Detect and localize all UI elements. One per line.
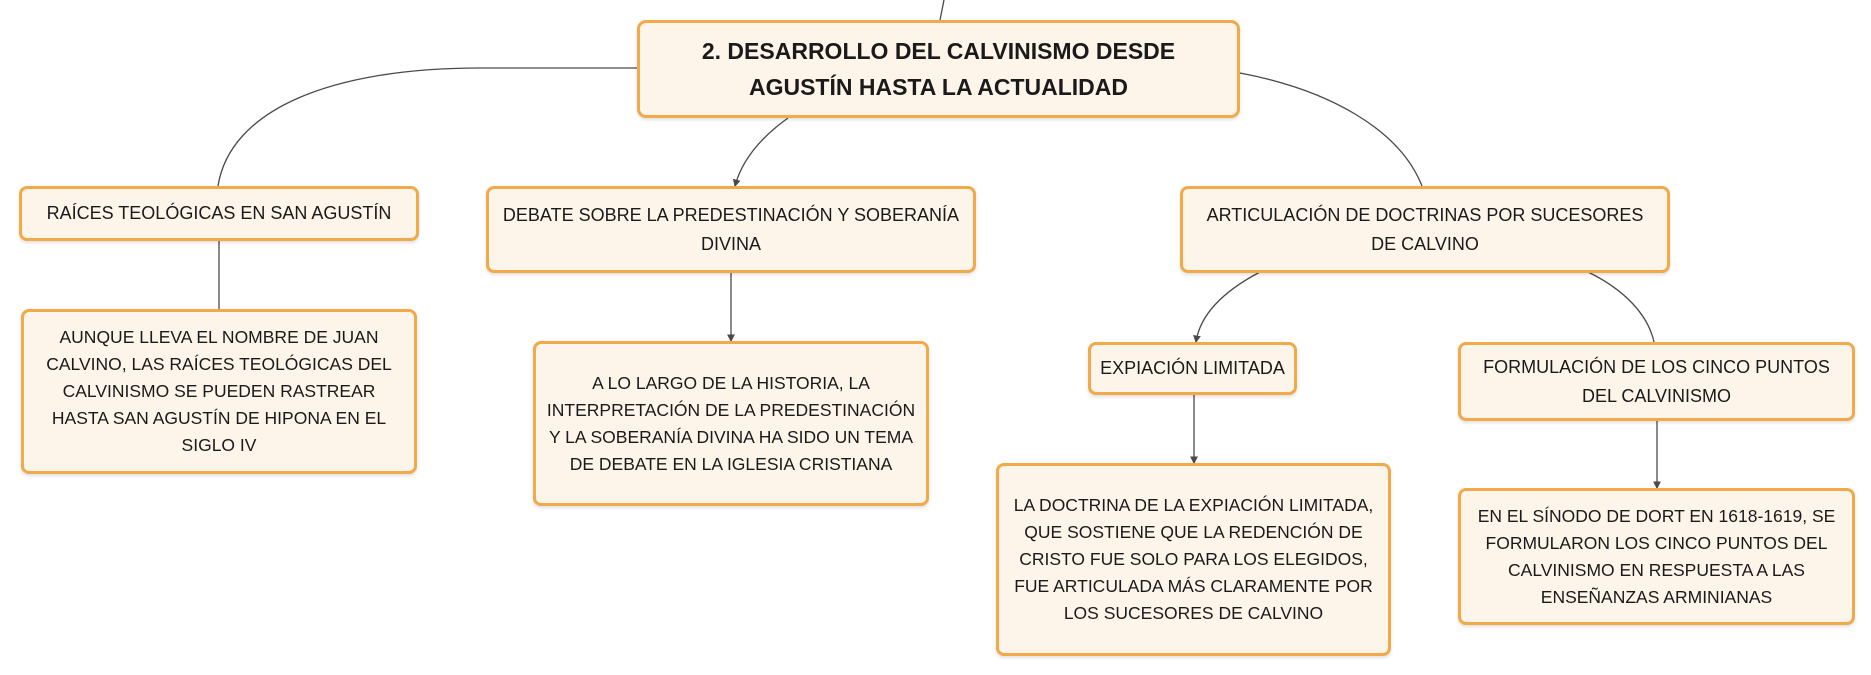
branch-articulacion-doctrinas-label: ARTICULACIÓN DE DOCTRINAS POR SUCESORES DE CALVINO — [1206, 204, 1644, 254]
detail-expiacion-limitada-text: LA DOCTRINA DE LA EXPIACIÓN LIMITADA, QUE SOSTIENE QUE LA REDENCIÓN DE CRISTO FUE SOLO PARA LOS ELEGIDOS, FUE ARTICULADA MÁS CLARAMENTE POR LOS SUCESORES DE CALVINO — [1013, 495, 1374, 623]
subtopic-expiacion-limitada-label: EXPIACIÓN LIMITADA — [1100, 358, 1285, 378]
connector-root-to-branch-1 — [218, 68, 637, 186]
connector-root-to-branch-2 — [735, 118, 788, 186]
connector-root-to-branch-3 — [1240, 73, 1422, 186]
subtopic-cinco-puntos-label: FORMULACIÓN DE LOS CINCO PUNTOS DEL CALVINISMO — [1483, 356, 1830, 406]
branch-raices-teologicas-label: RAÍCES TEOLÓGICAS EN SAN AGUSTÍN — [46, 203, 392, 223]
detail-cinco-puntos-text: EN EL SÍNODO DE DORT EN 1618-1619, SE FORMULARON LOS CINCO PUNTOS DEL CALVINISMO EN RESPUESTA A LAS ENSEÑANZAS ARMINIANAS — [1477, 505, 1836, 607]
branch-debate-predestinacion[interactable] — [486, 186, 976, 273]
detail-raices-teologicas[interactable] — [21, 309, 417, 474]
branch-debate-predestinacion-label: DEBATE SOBRE LA PREDESTINACIÓN Y SOBERANÍA DIVINA — [502, 204, 960, 254]
detail-cinco-puntos[interactable] — [1458, 488, 1855, 625]
detail-debate-predestinacion-text: A LO LARGO DE LA HISTORIA, LA INTERPRETACIÓN DE LA PREDESTINACIÓN Y LA SOBERANÍA DIVINA HA SIDO UN TEMA DE DEBATE EN LA IGLESIA CRISTIANA — [546, 372, 916, 474]
root-topic[interactable] — [637, 20, 1240, 118]
subtopic-expiacion-limitada[interactable] — [1088, 342, 1297, 395]
detail-debate-predestinacion[interactable] — [533, 341, 929, 506]
detail-expiacion-limitada[interactable] — [996, 463, 1391, 656]
branch-raices-teologicas[interactable] — [19, 186, 419, 241]
detail-raices-teologicas-text: AUNQUE LLEVA EL NOMBRE DE JUAN CALVINO, LAS RAÍCES TEOLÓGICAS DEL CALVINISMO SE PUEDEN RASTREAR HASTA SAN AGUSTÍN DE HIPONA EN EL SIGLO IV — [46, 327, 392, 455]
branch-articulacion-doctrinas[interactable] — [1180, 186, 1670, 273]
root-topic-label: 2. DESARROLLO DEL CALVINISMO DESDE AGUSTÍN HASTA LA ACTUALIDAD — [701, 38, 1176, 100]
subtopic-cinco-puntos[interactable] — [1458, 342, 1855, 421]
connector-parent-to-root — [940, 0, 944, 20]
connector-branch-3-to-cinco-puntos — [1588, 272, 1654, 342]
connector-branch-3-to-expiacion — [1196, 272, 1260, 342]
